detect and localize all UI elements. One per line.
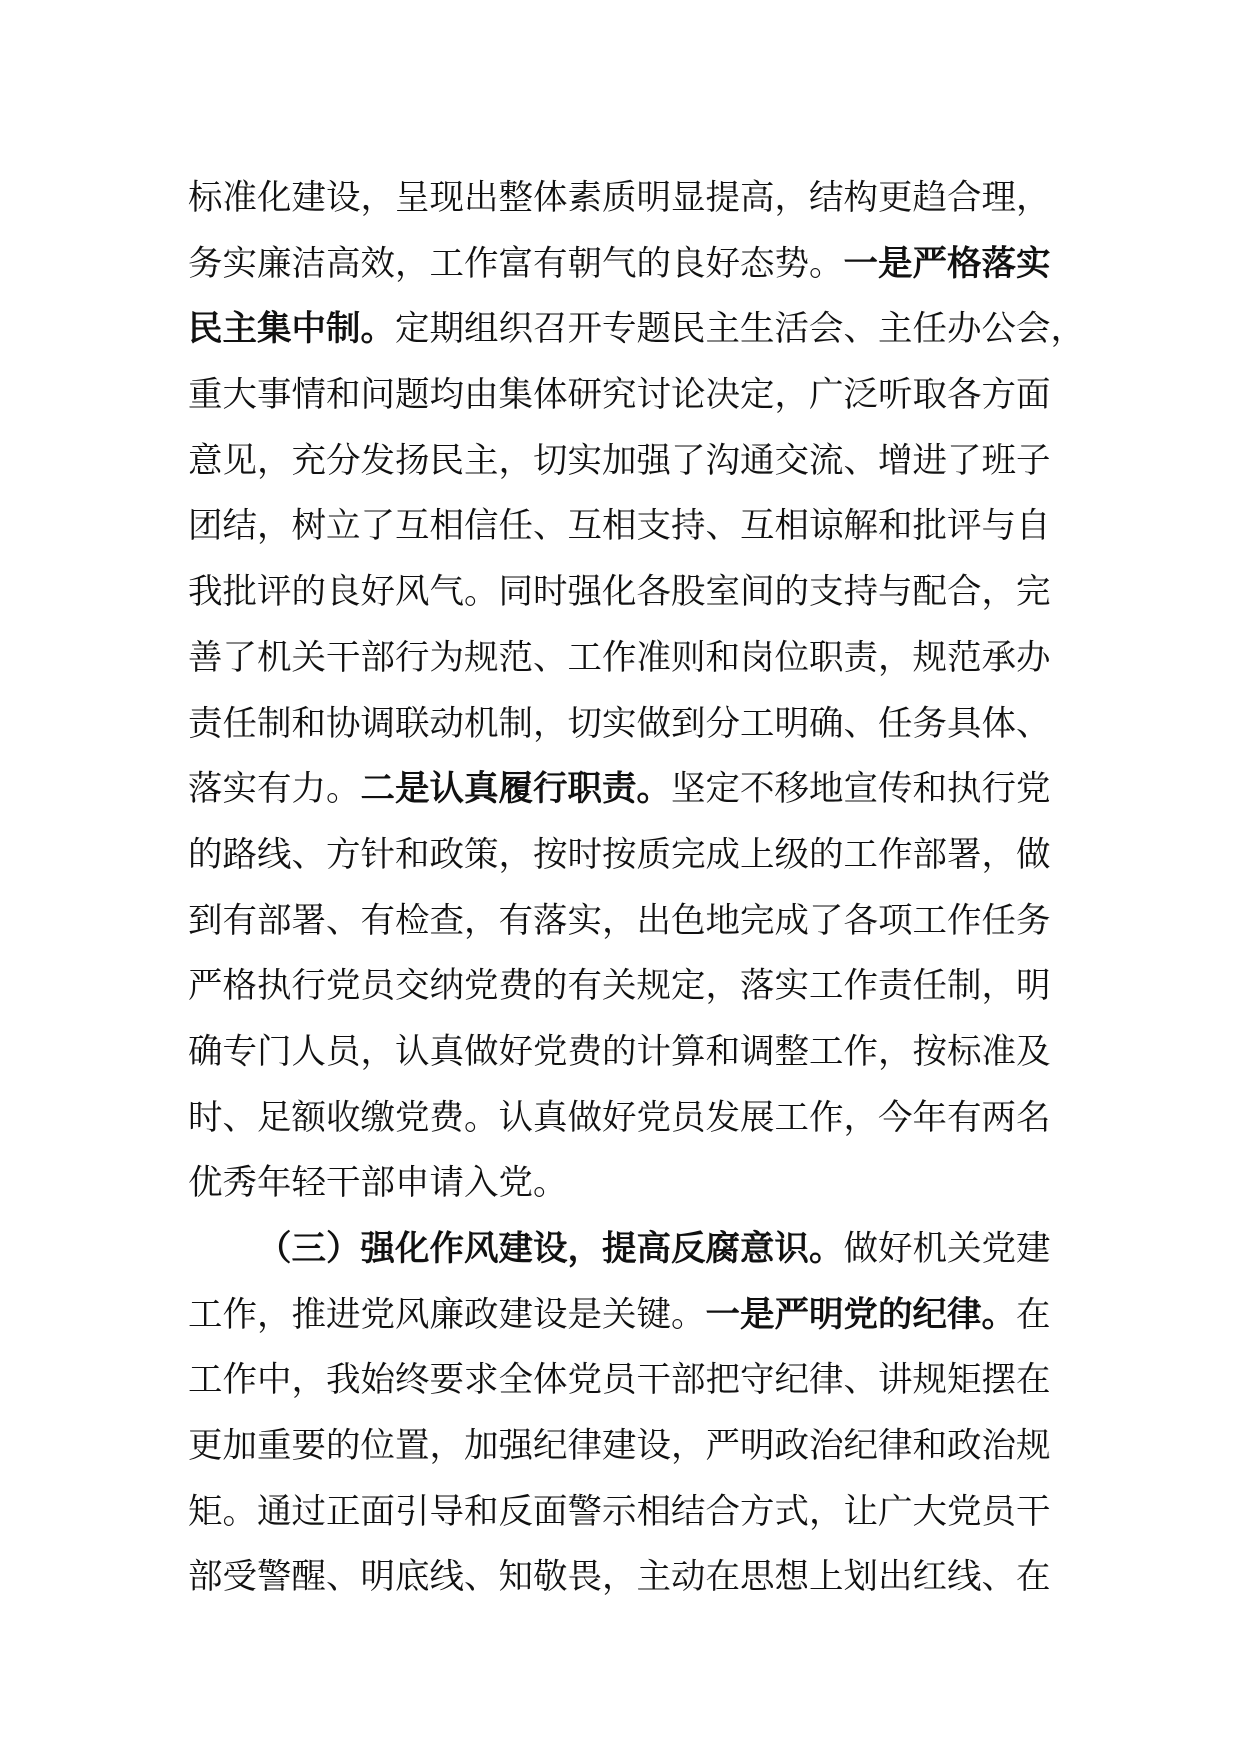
text-line xyxy=(188,1480,1088,1546)
text-segment: 定期组织召开专题民主生活会、主任办公会， xyxy=(395,309,1085,350)
text-segment: 责任制和协调联动机制，切实做到分工明确、任务具体、 xyxy=(188,703,1051,744)
text-segment: 落实有力。 xyxy=(188,769,361,810)
text-segment: 确专门人员，认真做好党费的计算和调整工作，按标准及 xyxy=(188,1031,1051,1072)
text-line xyxy=(188,1151,1088,1217)
bold-text-segment: （三）强化作风建设，提高反腐意识。 xyxy=(257,1229,844,1269)
text-line xyxy=(188,1086,1088,1152)
text-segment: 意见，充分发扬民主，切实加强了沟通交流、增进了班子 xyxy=(188,440,1051,481)
text-segment: 的路线、方针和政策，按时按质完成上级的工作部署，做 xyxy=(188,834,1051,875)
text-line xyxy=(188,757,1088,823)
text-line xyxy=(188,363,1088,429)
text-line xyxy=(188,1545,1088,1611)
text-line xyxy=(188,1283,1088,1349)
text-line xyxy=(188,823,1088,889)
text-line xyxy=(188,692,1088,758)
text-segment: 重大事情和问题均由集体研究讨论决定，广泛听取各方面 xyxy=(188,375,1051,416)
text-segment: 团结，树立了互相信任、互相支持、互相谅解和批评与自 xyxy=(188,506,1051,547)
text-segment: 做好机关党建 xyxy=(843,1229,1051,1269)
text-line xyxy=(188,1414,1088,1480)
text-segment: 工作中，我始终要求全体党员干部把守纪律、讲规矩摆在 xyxy=(188,1360,1051,1401)
text-line xyxy=(188,1348,1088,1414)
text-segment: 严格执行党员交纳党费的有关规定，落实工作责任制，明 xyxy=(188,966,1051,1007)
text-segment: 工作，推进党风廉政建设是关键。 xyxy=(188,1294,706,1335)
text-segment: 优秀年轻干部申请入党。 xyxy=(188,1163,568,1204)
text-line xyxy=(188,232,1088,298)
text-line xyxy=(188,1020,1088,1086)
text-line xyxy=(188,889,1088,955)
text-line xyxy=(188,1217,1088,1283)
text-line xyxy=(188,494,1088,560)
text-line xyxy=(188,626,1088,692)
body-text xyxy=(188,166,1088,1611)
text-segment: 时、足额收缴党费。认真做好党员发展工作，今年有两名 xyxy=(188,1097,1051,1138)
text-segment: 善了机关干部行为规范、工作准则和岗位职责，规范承办 xyxy=(188,637,1051,678)
text-segment: 务实廉洁高效，工作富有朝气的良好态势。 xyxy=(188,243,844,284)
text-segment: 到有部署、有检查，有落实，出色地完成了各项工作任务 xyxy=(188,900,1051,941)
bold-text-segment: 民主集中制。 xyxy=(188,309,395,350)
text-segment: 标准化建设，呈现出整体素质明显提高，结构更趋合理， xyxy=(188,178,1051,218)
bold-text-segment: 二是认真履行职责。 xyxy=(360,769,671,810)
bold-text-segment: 一是严格落实 xyxy=(843,243,1051,284)
text-line xyxy=(188,429,1088,495)
text-line xyxy=(188,560,1088,626)
text-segment: 矩。通过正面引导和反面警示相结合方式，让广大党员干 xyxy=(188,1491,1051,1532)
bold-text-segment: 一是严明党的纪律。 xyxy=(705,1294,1016,1335)
text-segment: 我批评的良好风气。同时强化各股室间的支持与配合，完 xyxy=(188,572,1051,613)
text-segment: 更加重要的位置，加强纪律建设，严明政治纪律和政治规 xyxy=(188,1426,1051,1467)
text-line xyxy=(188,166,1088,232)
text-segment: 在 xyxy=(1016,1294,1051,1335)
text-segment: 部受警醒、明底线、知敬畏，主动在思想上划出红线、在 xyxy=(188,1557,1051,1598)
text-line xyxy=(188,954,1088,1020)
text-line xyxy=(188,297,1088,363)
text-segment: 坚定不移地宣传和执行党 xyxy=(671,769,1051,810)
